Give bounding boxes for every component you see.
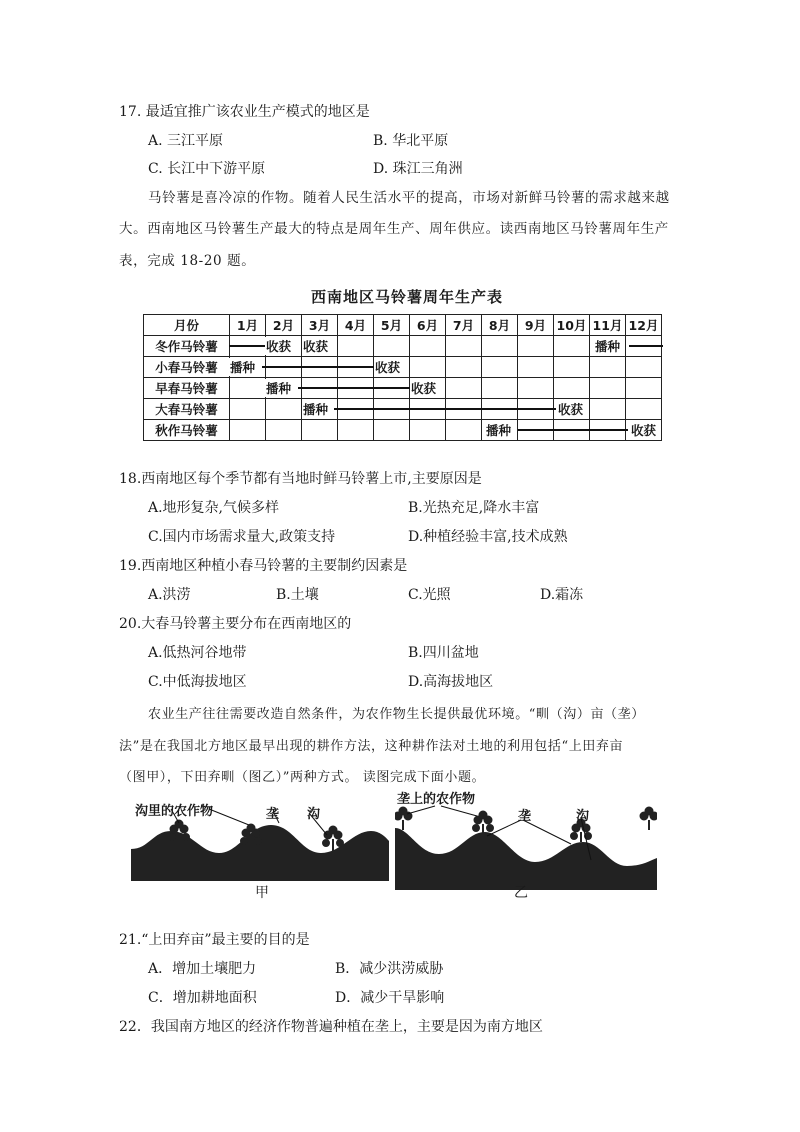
intro2-line-3: （图甲），下田弃甽（图乙）”两种方式。 读图完成下面小题。 <box>119 770 486 785</box>
growth-period-bar <box>262 366 374 368</box>
right-crop-label: 垄上的农作物 <box>397 792 476 807</box>
table-title: 西南地区马铃薯周年生产表 <box>311 288 504 306</box>
sowing-mark: 播种 <box>303 402 329 417</box>
potato-schedule-table <box>143 314 662 441</box>
question-21-stem: 21.“上田弃亩”最主要的目的是 <box>119 932 310 948</box>
right-ridge-label: 垄 <box>518 809 532 824</box>
row-label: 早春马铃薯 <box>144 378 230 399</box>
growth-period-bar <box>229 345 265 347</box>
q21-option-a: A．增加土壤肥力 <box>148 961 257 977</box>
left-furrow-label: 沟 <box>307 807 321 822</box>
growth-period-bar <box>334 408 556 410</box>
month-cell: 5月 <box>374 315 410 336</box>
q19-option-c: C.光照 <box>408 587 451 603</box>
q20-option-b: B.四川盆地 <box>408 645 479 661</box>
q19-option-d: D.霜冻 <box>540 587 584 603</box>
row-label: 秋作马铃薯 <box>144 420 230 441</box>
month-cell: 4月 <box>338 315 374 336</box>
sowing-mark: 播种 <box>486 423 512 438</box>
left-figure-caption: 甲 <box>255 885 269 901</box>
question-22-stem: 22．我国南方地区的经济作物普遍种植在垄上，主要是因为南方地区 <box>119 1019 543 1035</box>
harvest-mark: 收获 <box>266 339 292 354</box>
right-furrow-label: 沟 <box>576 809 590 824</box>
q19-option-a: A.洪涝 <box>148 587 191 603</box>
q20-option-c: C.中低海拔地区 <box>148 674 247 690</box>
q18-option-b: B.光热充足,降水丰富 <box>408 500 540 516</box>
table-header-row <box>144 315 662 336</box>
month-cell: 9月 <box>518 315 554 336</box>
left-ridge-label: 垄 <box>266 807 280 822</box>
harvest-mark: 收获 <box>375 360 401 375</box>
growth-period-bar <box>629 345 663 347</box>
q21-option-b: B．减少洪涝威胁 <box>335 961 444 977</box>
month-cell: 10月 <box>554 315 590 336</box>
month-cell: 12月 <box>626 315 662 336</box>
q18-option-a: A.地形复杂,气候多样 <box>148 500 280 516</box>
harvest-mark: 收获 <box>558 402 584 417</box>
intro-paragraph-line-2: 大。西南地区马铃薯生产最大的特点是周年生产、周年供应。读西南地区马铃薯周年生产 <box>119 221 669 237</box>
q20-option-a: A.低热河谷地带 <box>148 645 247 661</box>
row-label: 大春马铃薯 <box>144 399 230 420</box>
sowing-mark: 播种 <box>595 339 621 354</box>
month-cell: 3月 <box>302 315 338 336</box>
month-cell: 8月 <box>482 315 518 336</box>
question-18-stem: 18.西南地区每个季节都有当地时鲜马铃薯上市,主要原因是 <box>119 471 482 487</box>
month-cell: 6月 <box>410 315 446 336</box>
month-header: 月份 <box>144 315 230 336</box>
intro-paragraph-line-1: 马铃薯是喜冷凉的作物。随着人民生活水平的提高，市场对新鲜马铃薯的需求越来越 <box>148 190 670 206</box>
question-19-stem: 19.西南地区种植小春马铃薯的主要制约因素是 <box>119 558 408 574</box>
right-figure-caption: 乙 <box>514 885 528 901</box>
q18-option-c: C.国内市场需求量大,政策支持 <box>148 529 336 545</box>
intro-paragraph-line-3: 表，完成 18-20 题。 <box>119 253 256 269</box>
sowing-mark: 播种 <box>266 381 292 396</box>
harvest-mark: 收获 <box>303 339 329 354</box>
q20-option-d: D.高海拔地区 <box>408 674 494 690</box>
harvest-mark: 收获 <box>631 423 657 438</box>
intro2-line-2: 法”是在我国北方地区最早出现的耕作方法，这种耕作法对土地的利用包括“上田弃亩 <box>119 739 624 754</box>
row-label: 冬作马铃薯 <box>144 336 230 357</box>
left-crop-label: 沟里的农作物 <box>135 804 214 819</box>
month-cell: 11月 <box>590 315 626 336</box>
sowing-mark: 播种 <box>230 360 256 375</box>
q17-option-a: A. 三江平原 <box>148 133 224 149</box>
q19-option-b: B.土壤 <box>276 587 319 603</box>
question-20-stem: 20.大春马铃薯主要分布在西南地区的 <box>119 616 352 632</box>
q21-option-c: C．增加耕地面积 <box>148 990 257 1006</box>
month-cell: 7月 <box>446 315 482 336</box>
q17-option-d: D. 珠江三角洲 <box>373 161 463 177</box>
month-cell: 2月 <box>266 315 302 336</box>
intro2-line-1: 农业生产往往需要改造自然条件，为农作物生长提供最优环境。“甽（沟）亩（垄） <box>148 707 645 722</box>
q18-option-d: D.种植经验丰富,技术成熟 <box>408 529 568 545</box>
table-row <box>144 357 662 378</box>
harvest-mark: 收获 <box>411 381 437 396</box>
question-17-stem: 17. 最适宜推广该农业生产模式的地区是 <box>119 104 370 120</box>
q17-option-c: C. 长江中下游平原 <box>148 161 266 177</box>
growth-period-bar <box>298 387 410 389</box>
row-label: 小春马铃薯 <box>144 357 230 378</box>
month-cell: 1月 <box>230 315 266 336</box>
table-row <box>144 336 662 357</box>
q17-option-b: B. 华北平原 <box>373 133 449 149</box>
q21-option-d: D．减少干旱影响 <box>335 990 445 1006</box>
growth-period-bar <box>518 429 628 431</box>
